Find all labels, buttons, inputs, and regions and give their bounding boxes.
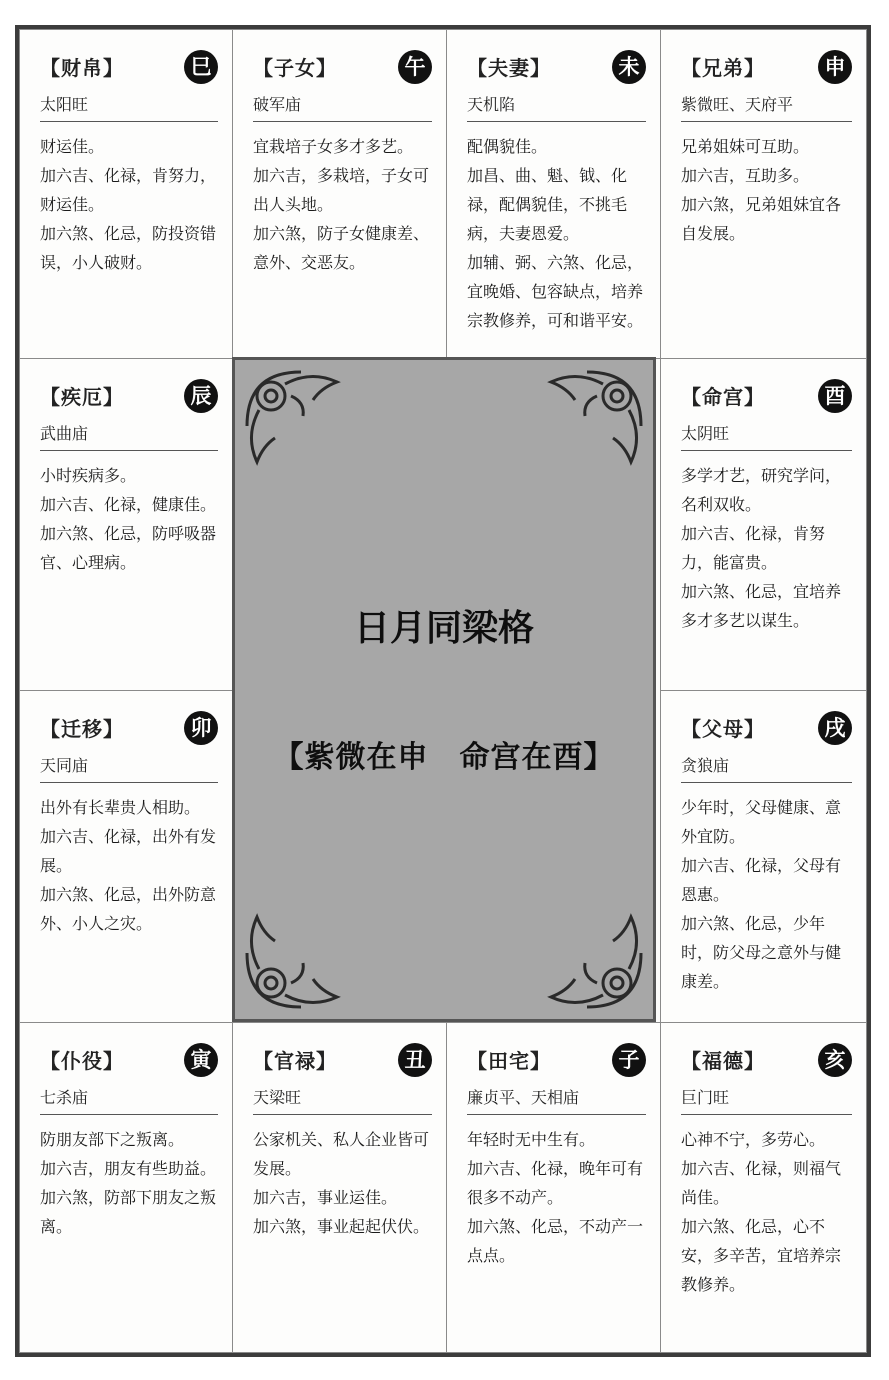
ornament-corner-icon bbox=[241, 366, 351, 476]
branch-badge: 午 bbox=[398, 50, 432, 84]
palace-desc bbox=[467, 132, 648, 335]
ornament-corner-icon bbox=[537, 366, 647, 476]
ornament-corner-icon bbox=[241, 903, 351, 1013]
ornament-corner-icon bbox=[537, 903, 647, 1013]
palace-stars: 巨门旺 bbox=[681, 1085, 852, 1115]
palace-desc bbox=[467, 1125, 648, 1270]
chart-pattern-title: 日月同梁格 bbox=[353, 608, 534, 649]
desc-line: 加六吉、化禄，父母有恩惠。 bbox=[681, 856, 842, 904]
palace-stars: 廉贞平、天相庙 bbox=[467, 1085, 646, 1115]
palace-stars: 太阳旺 bbox=[40, 92, 218, 122]
branch-badge: 申 bbox=[818, 50, 852, 84]
desc-line: 公家机关、私人企业皆可发展。 bbox=[253, 1130, 430, 1178]
palace-title: 【田宅】 bbox=[467, 1049, 551, 1073]
palace-cai bbox=[19, 29, 233, 359]
branch-badge: 未 bbox=[612, 50, 646, 84]
desc-line: 加六煞、化忌，心不安，多辛苦，宜培养宗教修养。 bbox=[681, 1217, 842, 1294]
center-panel bbox=[232, 357, 656, 1022]
branch-badge: 寅 bbox=[184, 1043, 218, 1077]
desc-line: 加六吉、化禄，健康佳。 bbox=[40, 495, 217, 514]
palace-stars: 天机陷 bbox=[467, 92, 646, 122]
desc-line: 年轻时无中生有。 bbox=[467, 1130, 596, 1149]
palace-title: 【官禄】 bbox=[253, 1049, 337, 1073]
desc-line: 加六煞，防子女健康差、意外、交恶友。 bbox=[253, 224, 430, 272]
palace-ji bbox=[19, 358, 233, 691]
palace-title: 【迁移】 bbox=[40, 717, 124, 741]
palace-stars: 七杀庙 bbox=[40, 1085, 218, 1115]
chart-pattern-subtitle: 【紫微在申 命宫在酉】 bbox=[273, 740, 615, 775]
palace-title: 【财帛】 bbox=[40, 56, 124, 80]
palace-fu bbox=[446, 29, 661, 359]
palace-desc bbox=[681, 1125, 854, 1299]
palace-zi bbox=[232, 29, 447, 359]
desc-line: 宜栽培子女多才多艺。 bbox=[253, 137, 414, 156]
desc-line: 加六煞、化忌，防投资错误，小人破财。 bbox=[40, 224, 217, 272]
desc-line: 加六吉、化禄，则福气尚佳。 bbox=[681, 1159, 842, 1207]
palace-xiong bbox=[660, 29, 867, 359]
desc-line: 加六吉，事业运佳。 bbox=[253, 1188, 398, 1207]
palace-title: 【子女】 bbox=[253, 56, 337, 80]
palace-desc bbox=[681, 461, 854, 635]
palace-stars: 武曲庙 bbox=[40, 421, 218, 451]
palace-stars: 天梁旺 bbox=[253, 1085, 432, 1115]
desc-line: 少年时，父母健康、意外宜防。 bbox=[681, 798, 842, 846]
desc-line: 加六煞，事业起起伏伏。 bbox=[253, 1217, 430, 1236]
desc-line: 多学才艺，研究学问，名利双收。 bbox=[681, 466, 842, 514]
desc-line: 加六吉、化禄，出外有发展。 bbox=[40, 827, 217, 875]
palace-title: 【疾厄】 bbox=[40, 385, 124, 409]
desc-line: 加六吉、化禄，肯努力，财运佳。 bbox=[40, 166, 217, 214]
desc-line: 加六吉，互助多。 bbox=[681, 166, 810, 185]
branch-badge: 巳 bbox=[184, 50, 218, 84]
desc-line: 配偶貌佳。 bbox=[467, 137, 548, 156]
palace-title: 【兄弟】 bbox=[681, 56, 765, 80]
palace-pu bbox=[19, 1022, 233, 1353]
palace-stars: 紫微旺、天府平 bbox=[681, 92, 852, 122]
desc-line: 加辅、弼、六煞、化忌，宜晚婚、包容缺点，培养宗教修养，可和谐平安。 bbox=[467, 253, 644, 330]
palace-title: 【仆役】 bbox=[40, 1049, 124, 1073]
branch-badge: 戌 bbox=[818, 711, 852, 745]
desc-line: 加昌、曲、魁、钺、化禄，配偶貌佳，不挑毛病，夫妻恩爱。 bbox=[467, 166, 628, 243]
desc-line: 加六煞、化忌，少年时，防父母之意外与健康差。 bbox=[681, 914, 842, 991]
desc-line: 小时疾病多。 bbox=[40, 466, 137, 485]
desc-line: 财运佳。 bbox=[40, 137, 105, 156]
desc-line: 加六煞、化忌，出外防意外、小人之灾。 bbox=[40, 885, 217, 933]
desc-line: 防朋友部下之叛离。 bbox=[40, 1130, 185, 1149]
branch-badge: 亥 bbox=[818, 1043, 852, 1077]
desc-line: 加六吉，多栽培，子女可出人头地。 bbox=[253, 166, 430, 214]
desc-line: 加六煞、化忌，防呼吸器官、心理病。 bbox=[40, 524, 217, 572]
branch-badge: 酉 bbox=[818, 379, 852, 413]
palace-qian bbox=[19, 690, 233, 1023]
desc-line: 加六吉、化禄，肯努力，能富贵。 bbox=[681, 524, 826, 572]
palace-desc bbox=[253, 132, 434, 277]
palace-stars: 贪狼庙 bbox=[681, 753, 852, 783]
palace-title: 【父母】 bbox=[681, 717, 765, 741]
palace-desc bbox=[681, 793, 854, 996]
palace-desc bbox=[40, 461, 220, 577]
desc-line: 加六吉、化禄，晚年可有很多不动产。 bbox=[467, 1159, 644, 1207]
palace-desc bbox=[40, 132, 220, 277]
palace-title: 【命宫】 bbox=[681, 385, 765, 409]
branch-badge: 卯 bbox=[184, 711, 218, 745]
palace-title: 【夫妻】 bbox=[467, 56, 551, 80]
palace-tian bbox=[446, 1022, 661, 1353]
palace-stars: 天同庙 bbox=[40, 753, 218, 783]
desc-line: 心神不宁，多劳心。 bbox=[681, 1130, 826, 1149]
palace-desc bbox=[40, 1125, 220, 1241]
palace-fumu bbox=[660, 690, 867, 1023]
palace-desc bbox=[681, 132, 854, 248]
branch-badge: 辰 bbox=[184, 379, 218, 413]
desc-line: 加六煞，防部下朋友之叛离。 bbox=[40, 1188, 217, 1236]
palace-ming bbox=[660, 358, 867, 691]
palace-desc bbox=[253, 1125, 434, 1241]
palace-fude bbox=[660, 1022, 867, 1353]
desc-line: 加六煞、化忌，宜培养多才多艺以谋生。 bbox=[681, 582, 842, 630]
palace-guan bbox=[232, 1022, 447, 1353]
desc-line: 加六煞、化忌，不动产一点点。 bbox=[467, 1217, 644, 1265]
palace-desc bbox=[40, 793, 220, 938]
desc-line: 兄弟姐妹可互助。 bbox=[681, 137, 810, 156]
palace-title: 【福德】 bbox=[681, 1049, 765, 1073]
branch-badge: 子 bbox=[612, 1043, 646, 1077]
palace-stars: 破军庙 bbox=[253, 92, 432, 122]
palace-stars: 太阴旺 bbox=[681, 421, 852, 451]
desc-line: 加六煞，兄弟姐妹宜各自发展。 bbox=[681, 195, 842, 243]
desc-line: 加六吉，朋友有些助益。 bbox=[40, 1159, 217, 1178]
desc-line: 出外有长辈贵人相助。 bbox=[40, 798, 201, 817]
branch-badge: 丑 bbox=[398, 1043, 432, 1077]
